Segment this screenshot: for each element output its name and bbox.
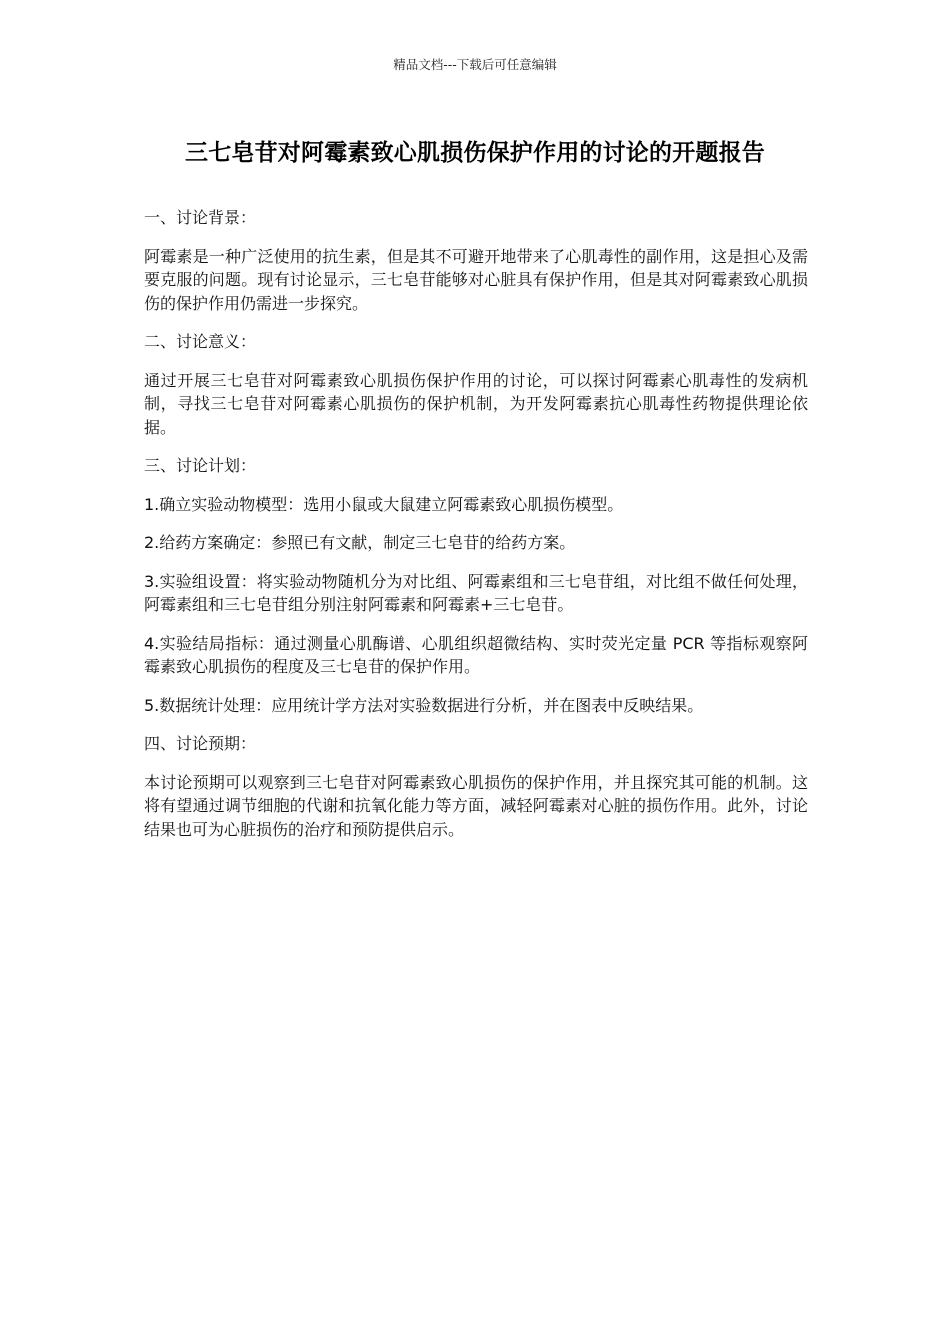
section-heading-significance: 二、讨论意义： [144,332,257,351]
section-heading-plan: 三、讨论计划： [144,456,257,475]
plan-item: 5.数据统计处理：应用统计学方法对实验数据进行分析，并在图表中反映结果。 [144,695,704,715]
page-header: 精品文档---下载后可任意编辑 [393,57,557,72]
section-heading-expectation: 四、讨论预期： [144,734,257,753]
paragraph-expectation: 本讨论预期可以观察到三七皂苷对阿霉素致心肌损伤的保护作用，并且探究其可能的机制。这将有望通过调节细胞的代谢和抗氧化能力等方面，减轻阿霉素对心脏的损伤作用。此外，讨论结果也可为心脏损伤的治疗和预防提供启示。 [144,772,808,839]
section-heading-background: 一、讨论背景： [144,208,257,227]
document-title: 三七皂苷对阿霉素致心肌损伤保护作用的讨论的开题报告 [185,140,765,166]
paragraph-background: 阿霉素是一种广泛使用的抗生素，但是其不可避开地带来了心肌毒性的副作用，这是担心及需要克服的问题。现有讨论显示，三七皂苷能够对心脏具有保护作用，但是其对阿霉素致心肌损伤的保护作用仍需进一步探究。 [144,246,808,313]
plan-item: 1.确立实验动物模型：选用小鼠或大鼠建立阿霉素致心肌损伤模型。 [144,494,624,514]
plan-item: 2.给药方案确定：参照已有文献，制定三七皂苷的给药方案。 [144,533,576,552]
document-body [144,206,808,856]
paragraph-significance: 通过开展三七皂苷对阿霉素致心肌损伤保护作用的讨论，可以探讨阿霉素心肌毒性的发病机制，寻找三七皂苷对阿霉素心肌损伤的保护机制，为开发阿霉素抗心肌毒性药物提供理论依据。 [144,370,808,437]
plan-item: 3.实验组设置：将实验动物随机分为对比组、阿霉素组和三七皂苷组，对比组不做任何处理，阿霉素组和三七皂苷组分别注射阿霉素和阿霉素+三七皂苷。 [144,571,808,614]
plan-item: 4.实验结局指标：通过测量心肌酶谱、心肌组织超微结构、实时荧光定量 PCR 等指标观察阿霉素致心肌损伤的程度及三七皂苷的保护作用。 [144,633,808,676]
